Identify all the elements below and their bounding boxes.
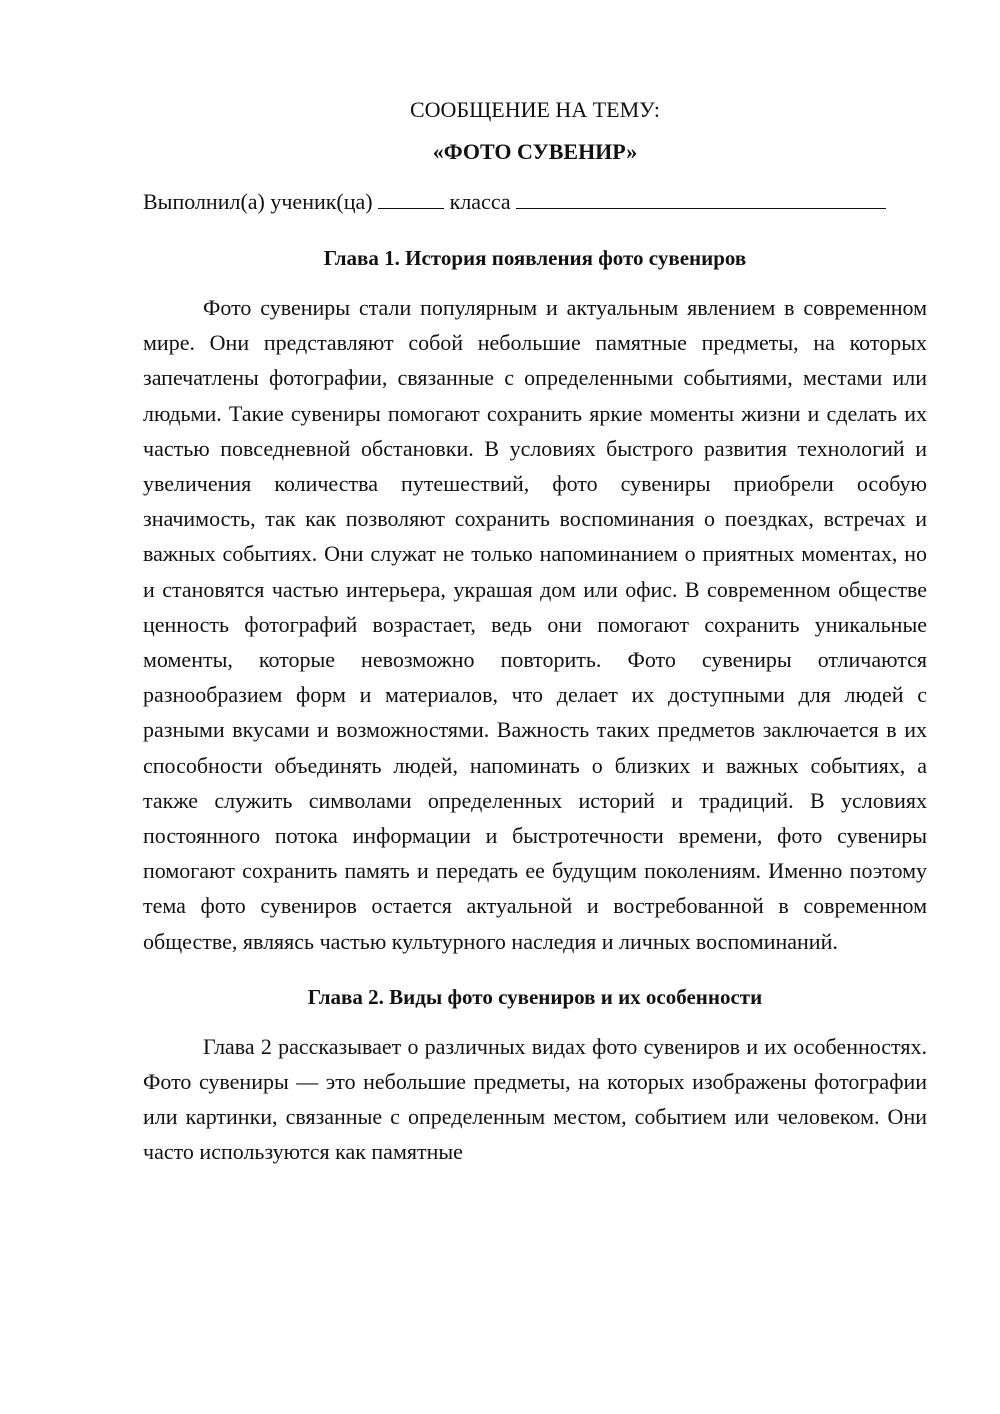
author-class-label: класса	[449, 189, 511, 214]
author-prefix: Выполнил(а) ученик(ца)	[143, 189, 373, 214]
chapter-2-paragraph: Глава 2 рассказывает о различных видах фото сувениров и их особенностях. Фото сувениры — это небольшие предметы, на которых изображены фотографии или картинки, связанные с определенным местом, событием или человеком. Они часто используются как памятные	[143, 1033, 927, 1165]
chapter-2-heading: Глава 2. Виды фото сувениров и их особенности	[307, 984, 763, 1009]
name-blank-field	[516, 186, 886, 209]
chapter-1-paragraph: Фото сувениры стали популярным и актуальным явлением в современном мире. Они представляют собой небольшие памятные предметы, на которых запечатлены фотографии, связанные с определенными событиями, местами или людьми. Такие сувениры помогают сохранить яркие моменты жизни и сделать их частью повседневной обстановки. В условиях быстрого развития технологий и увеличения количества путешествий, фото сувениры приобрели особую значимость, так как позволяют сохранить воспоминания о поездках, встречах и важных событиях. Они служат не только напоминанием о приятных моментах, но и становятся частью интерьера, украшая дом или офис. В современном обществе ценность фотографий возрастает, ведь они помогают сохранить уникальные моменты, которые невозможно повторить. Фото сувениры отличаются разнообразием форм и материалов, что делает их доступными для людей с разными вкусами и возможностями. Важность таких предметов заключается в их способности объединять людей, напоминать о близких и важных событиях, а также служить символами определенных историй и традиций. В условиях постоянного потока информации и быстротечности времени, фото сувениры помогают сохранить память и передать ее будущим поколениям. Именно поэтому тема фото сувениров остается актуальной и востребованной в современном обществе, являясь частью культурного наследия и личных воспоминаний.	[143, 295, 927, 954]
author-line	[143, 184, 927, 220]
document-page	[143, 92, 927, 1170]
document-title: «ФОТО СУВЕНИР»	[432, 139, 638, 164]
document-heading: СООБЩЕНИЕ НА ТЕМУ:	[410, 97, 660, 122]
class-blank-field	[378, 186, 444, 209]
chapter-1-heading: Глава 1. История появления фото сувениров	[323, 246, 747, 270]
